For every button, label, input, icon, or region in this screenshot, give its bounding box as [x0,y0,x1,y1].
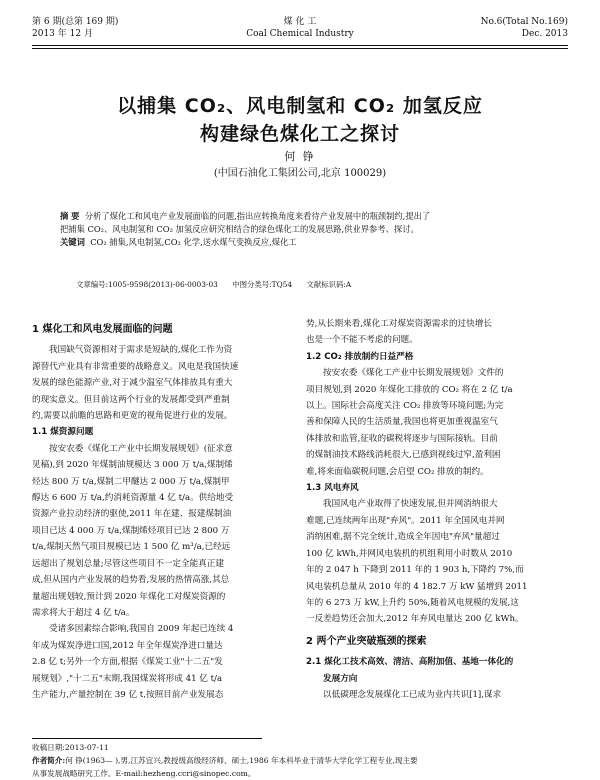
subsection-heading: 1.2 CO₂ 排放制约日益严格 [306,351,414,362]
body-text-line: 我国风电产业取得了快速发展,但并网消纳很大 [323,499,498,510]
body-text-line: 受诸多因素综合影响,我国自 2009 年起已连续 4 [49,624,234,635]
abstract-block [60,210,550,249]
section-heading: 2 两个产业突破瓶颈的探索 [306,635,427,647]
body-text-line: 约,需要以前瞻的思路和更宽的视角促进行业的发展。 [32,411,233,422]
footnote [32,741,568,780]
paper-title: 以捕集 CO₂、风电制氢和 CO₂ 加氢反应 构建绿色煤化工之探讨 [117,95,483,145]
body-text-line: 醇达 6 600 万 t/a,约消耗资源量 4 亿 t/a。供给地受 [32,493,234,504]
author-bio: 作者简介:何 铮(1963— ),男,江苏宜兴,教授级高级经济师、硕士,1986 年本科毕业于清华大学化学工程专业,现主要 [32,756,418,765]
body-text-line: 年的 6 273 万 kW,上升约 50%,随着风电规模的发展,这 [306,597,519,608]
header-issue-en: No.6(Total No.169) Dec. 2013 [480,17,568,39]
body-text-line: t/a,煤制天然气项目规模已达 1 500 亿 m³/a,已经远 [32,542,231,553]
subsection-heading: 2.1 煤化工技术高效、清洁、高附加值、基地一体化的 [306,657,514,668]
body-text-line: 量超出规划较,预计到 2020 年煤化工对煤炭资源的 [32,591,226,602]
doc-info [76,279,560,290]
received-date: 收稿日期:2013-07-11 [32,743,109,752]
body-text-line: 见稿),到 2020 年煤制油规模达 3 000 万 t/a,煤制烯 [32,460,233,471]
keywords-label: 关键词 [60,237,85,247]
doc-code: 文献标识码:A [306,280,352,289]
body-text-line: 成,但从国内产业发展的趋势看,发展的热情高涨,其总 [32,575,230,586]
running-header [32,16,568,48]
header-issue: 第 6 期(总第 169 期) 2013 年 12 月 [32,17,119,39]
body-text-line: 烃达 800 万 t/a,煤制二甲醚达 2 000 万 t/a,煤制甲 [32,476,230,487]
body-text-line: 我国缺气资源相对于需求是短缺的,煤化工作为资 [49,345,233,356]
body-text-line: 项目规划,到 2020 年煤化工排放的 CO₂ 将在 2 亿 t/a [306,384,513,395]
left-column [32,316,292,703]
body-text-line: 消纳困难,据不完全统计,造成全年因电"弃风"量超过 [306,532,500,543]
body-text-line: 势,从长期来看,煤化工对煤炭资源需求的过快增长 [306,319,492,329]
body-text-line: 风电装机总量从 2010 年的 4 182.7 万 kW 猛增到 2011 [306,581,528,592]
body-text-line: 资源产业拉动经济的驱使,2011 年在建、报建煤制油 [32,509,232,520]
body-text-line: 一反差趋势还会加大,2012 年弃风电量达 200 亿 kWh。 [306,614,524,625]
subsection-heading: 1.1 煤资源问题 [32,427,94,438]
body-text-line: 展规划》,"十二五"末期,我国煤炭将形成 41 亿 t/a [32,673,223,684]
author-bio-cont: 从事发展战略研究工作。E-mail:hezheng.ccri@sinopec.com。 [32,769,256,778]
author-affiliation: (中国石油化工集团公司,北京 100029) [213,168,387,179]
body-text-line: 以上。国际社会高度关注 CO₂ 排放等环境问题;为完 [306,401,504,412]
body-text-line: 也是一个不能不考虑的问题。 [306,335,418,346]
body-text-line: 发展的绿色能源产业,对于减少温室气体排放具有重大 [32,378,233,389]
body-text-line: 需求将大于超过 4 亿 t/a。 [32,607,135,618]
article-number: 文章编号:1005-9598(2013)-06-0003-03 [76,280,218,289]
subsection-heading: 1.3 风电弃风 [306,483,359,494]
body-text-line: 源替代产业具有非常重要的战略意义。风电是我国快速 [32,361,239,372]
keywords-line: 关键词 CO₂ 捕集,风电制氢,CO₂ 化学,送水煤气变换反应,煤化工 [60,237,297,247]
abstract-label: 摘 要 [60,211,80,221]
body-text-line: 按安农委《煤化工产业中长期发展规划》(征求意 [49,443,233,454]
body-text-line: 以低碳理念发展煤化工已成为业内共识[1],谋求 [323,689,502,700]
body-text-line: 的现实意义。但目前这两个行业的发展都受到严重制 [32,394,230,405]
body-text-line: 年成为煤炭净进口国,2012 年全年煤炭净进口量达 [32,640,223,651]
body-text-line: 100 亿 kWh,并网风电装机的机组利用小时数从 2010 [306,548,513,559]
body-text-line: 远超出了规划总量;尽管这些项目不一定全能真正建 [32,558,224,569]
body-text-line: 按安农委《煤化工产业中长期发展规划》文件的 [323,368,504,379]
body-text-line: 年的 2 047 h 下降到 2011 年的 1 903 h,下降约 7%,而 [306,565,524,576]
subsection-heading: 发展方向 [323,673,358,684]
right-column [306,316,566,703]
footnote-rule [32,738,262,739]
header-rule [32,45,568,46]
body-text-line: 项目已达 4 000 万 t/a,煤制烯烃项目已达 2 800 万 [32,525,230,536]
clc-number: 中图分类号:TQ54 [232,280,293,289]
body-text-line: 难题,已连续两年出现"弃风"。2011 年全国风电并网 [306,515,505,526]
body-text-line: 善和保障人民的生活质量,我国也将更加重视温室气 [306,417,498,428]
header-journal: 煤 化 工 Coal Chemical Industry [246,17,354,39]
body-text-line: 体排放和监管,征收的碳税将逐步与国际接轨。目前 [306,433,498,444]
body-text-line: 生产能力,产量控制在 39 亿 t,按照目前产业发展态 [32,689,224,700]
author-name: 何 铮 [284,150,316,163]
body-text-line: 难,将来面临碳税问题,会启望 CO₂ 排放的制约。 [306,466,489,477]
body-text-line: 2.8 亿 t;另外一个方面,根据《煤炭工业"十二五"发 [32,657,223,668]
body-text-line: 的煤制油技术路线消耗很大,已感到视线过窄,盈利困 [306,450,501,461]
abstract-line: 摘 要 分析了煤化工和风电产业发展面临的问题,指出应转换角度来看待产业发展中的瓶颈制约,提出了 [60,211,431,221]
section-heading: 1 煤化工和风电发展面临的问题 [32,324,173,335]
abstract-line: 把捕集 CO₂、风电制氢和 CO₂ 加氢反应研究相结合的绿色煤化工的发展思路,供业界参考、探讨。 [60,224,419,234]
header-rule-thin [32,48,568,49]
